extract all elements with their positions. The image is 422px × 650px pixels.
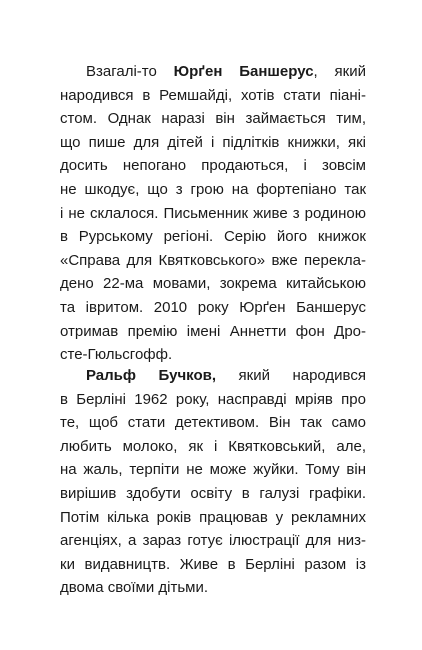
text-line: Взагалі-то Юрґен Баншерус, який	[86, 63, 366, 80]
text-line: народився в Ремшайді, хотів стати піані-	[60, 86, 366, 104]
text-line: любить молоко, як і Квятковський, але,	[60, 437, 366, 455]
text-line: на жаль, терпіти не може жуйки. Тому він	[60, 461, 366, 479]
text-line: досить непогано продаються, і зовсім	[60, 157, 366, 175]
text-line: сте-Гюльсгофф.	[60, 346, 173, 364]
text-line: ки видавництв. Живе в Берліні разом із	[60, 555, 366, 573]
text-line: та івритом. 2010 року Юрґен Баншерус	[60, 298, 366, 316]
text-line: отримав премію імені Аннетти фон Дро-	[60, 322, 366, 340]
author-name: Юрґен Баншерус	[173, 63, 314, 80]
text-line: вирішив здобути освіту в галузі графіки.	[60, 484, 366, 502]
text-line: в Рурському регіоні. Серію його книжок	[60, 228, 366, 246]
text-line: агенціях, а зараз готує ілюстрації для низ-	[60, 532, 366, 550]
text-line: стом. Однак наразі він займається тим,	[60, 110, 366, 128]
illustrator-name: Ральф Бучков,	[86, 367, 217, 384]
text-line: Ральф Бучков, який народився	[86, 367, 366, 384]
text-line: в Берліні 1962 року, насправді мріяв про	[60, 390, 366, 408]
text-line: те, щоб стати детективом. Він так само	[60, 414, 366, 432]
text-line: не шкодує, що з грою на фортепіано так	[60, 180, 366, 198]
author-bio-paragraph	[60, 60, 366, 367]
text-line: «Справа для Квятковського» вже перекла-	[60, 251, 366, 269]
text-line: двома своїми дітьми.	[60, 579, 209, 597]
text-line: і не склалося. Письменник живе з родиною	[60, 204, 366, 222]
text-line: Потім кілька років працював у рекламних	[60, 508, 366, 526]
text-line: дено 22-ма мовами, зокрема китайською	[60, 275, 366, 293]
text-line: що пише для дітей і підлітків книжки, які	[60, 133, 366, 151]
illustrator-bio-paragraph	[60, 364, 366, 600]
